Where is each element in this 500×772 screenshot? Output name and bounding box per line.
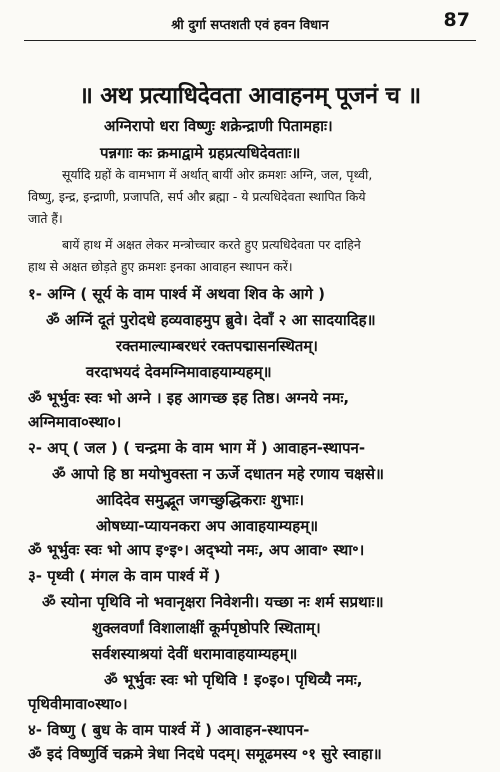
running-title: श्री दुर्गा सप्तशती एवं हवन विधान	[171, 18, 329, 33]
body-text-line: हाथ से अक्षत छोड़ते हुए क्रमशः इनका आवाहन स्थापन करें।	[28, 259, 293, 274]
mantra-line: ॐ स्योना पृथिवि नो भवानृक्षरा निवेशनी। यच्छा नः शर्म सप्रथाः॥	[42, 593, 384, 611]
mantra-line: ॐ अग्निं दूतं पुरोदधे हव्यवाहमुप ब्रुवे। देवाँ २ आ सादयादिह॥	[46, 311, 376, 329]
verse-line: शुक्लवर्णां विशालाक्षीं कूर्मपृष्ठोपरि स्थिताम्।	[92, 619, 321, 637]
mantra-line: ॐ भूर्भुवः स्वः भो पृथिवि ! इ०इ०। पृथिव्यै नमः,	[104, 671, 363, 689]
subsection-heading: ३- पृथ्वी ( मंगल के वाम पार्श्व में )	[28, 567, 221, 585]
page-header	[24, 6, 476, 41]
verse-line: सर्वशस्याश्रयां देवीं धरामावाहयाम्यहम्॥	[92, 645, 298, 663]
mantra-line: ॐ भूर्भुवः स्वः भो आप इ॰इ॰। अद्भ्यो नमः, अप आवा॰ स्था॰।	[28, 541, 365, 559]
body-text-line: जाते हैं।	[28, 211, 63, 226]
mantra-line: ॐ इदं विष्णुर्वि चक्रमे त्रेधा निदधे पदम्। समूढमस्य ॰१ सुरे स्वाहा॥	[28, 745, 382, 763]
verse-line: अग्निरापो धरा विष्णुः शक्रेन्द्राणी पितामहाः।	[104, 117, 333, 135]
subsection-heading: ४- विष्णु ( बुध के वाम पार्श्व में ) आवाहन-स्थापन-	[28, 721, 310, 739]
verse-line: रक्तमाल्याम्बरधरं रक्तपद्मासनस्थितम्।	[116, 337, 318, 355]
mantra-line: पृथिवीमावा०स्था०।	[28, 695, 128, 713]
section-title: ॥ अथ प्रत्याधिदेवता आवाहनम् पूजनं च ॥	[79, 83, 421, 109]
mantra-line: ॐ आपो हि ष्ठा मयोभुवस्ता न ऊर्जे दधातन महे रणाय चक्षसे॥	[52, 465, 385, 483]
body-text-line: बायें हाथ में अक्षत लेकर मन्त्रोच्चार करते हुए प्रत्यधिदेवता पर दाहिने	[62, 237, 361, 252]
mantra-line: अग्निमावा०स्था०।	[28, 413, 122, 431]
verse-line: वरदाभयदं देवमग्निमावाहयाम्यहम्॥	[86, 363, 272, 381]
verse-line: पन्नगाः कः क्रमाद्वामे ग्रहप्रत्यधिदेवताः॥	[100, 144, 301, 162]
body-text-line: सूर्यादि ग्रहों के वामभाग में अर्थात् बायीं ओर क्रमशः अग्नि, जल, पृथ्वी,	[62, 167, 373, 182]
mantra-line: ॐ भूर्भुवः स्वः भो अग्ने । इह आगच्छ इह तिष्ठ। अग्नये नमः,	[28, 389, 350, 407]
verse-line: आदिदेव समुद्भूत जगच्छुद्धिकराः शुभाः।	[96, 491, 305, 509]
subsection-heading: २- अप् ( जल ) ( चन्द्रमा के वाम भाग में ) आवाहन-स्थापन-	[28, 439, 366, 457]
body-text-line: विष्णु, इन्द्र, इन्द्राणी, प्रजापति, सर्प और ब्रह्मा - ये प्रत्यधिदेवता स्थापित किये	[28, 189, 366, 204]
subsection-heading: १- अग्नि ( सूर्य के वाम पार्श्व में अथवा शिव के आगे )	[28, 285, 325, 303]
page-number: 87	[443, 9, 470, 31]
verse-line: ओषध्या-प्यायनकरा अप आवाहयाम्यहम्॥	[96, 517, 319, 535]
